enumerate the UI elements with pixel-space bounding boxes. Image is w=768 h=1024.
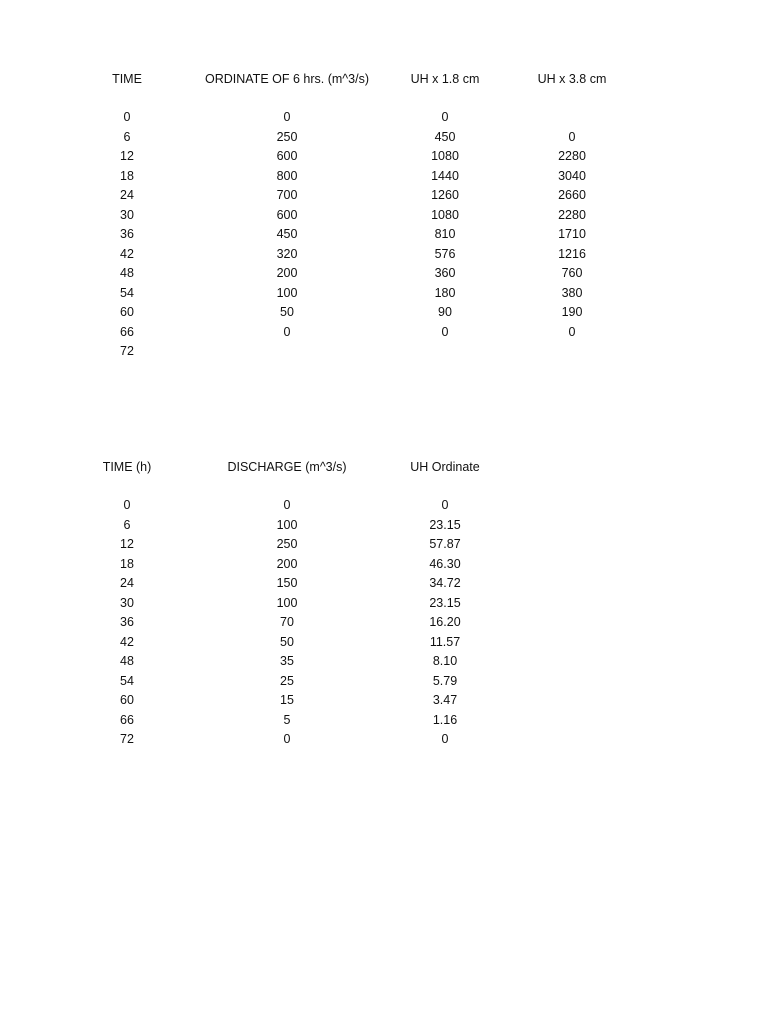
table-cell: 0	[283, 110, 291, 124]
table-cell: 810	[434, 227, 456, 241]
table-cell: 11.57	[429, 634, 461, 649]
table-row	[0, 303, 768, 323]
header-discharge: DISCHARGE (m^3/s)	[227, 460, 347, 474]
table-cell: 0	[568, 129, 576, 144]
table-row	[0, 206, 768, 226]
table-cell: 0	[441, 324, 449, 339]
table-row	[0, 186, 768, 206]
table-cell: 50	[280, 634, 294, 649]
table-cell: 1440	[431, 168, 459, 183]
header-uh-1-8: UH x 1.8 cm	[410, 72, 480, 86]
table-cell: 0	[123, 498, 131, 512]
table-cell: 0	[123, 110, 131, 124]
table-body	[0, 108, 768, 362]
table-cell: 1710	[558, 227, 586, 241]
table-cell: 2280	[558, 207, 586, 222]
table-cell: 12	[120, 149, 134, 163]
discharge-table	[0, 458, 768, 750]
table-cell: 0	[568, 324, 576, 339]
table-cell: 30	[120, 207, 134, 222]
header-time: TIME	[112, 72, 142, 86]
table-row	[0, 342, 768, 362]
table-cell: 360	[434, 266, 456, 280]
table-cell: 600	[276, 207, 298, 222]
table-cell: 34.72	[429, 576, 461, 590]
table-row	[0, 613, 768, 633]
table-cell: 35	[280, 654, 294, 668]
table-cell: 72	[120, 344, 134, 358]
table-cell: 2660	[558, 188, 586, 202]
table-cell: 46.30	[429, 556, 461, 571]
table-cell: 50	[280, 305, 294, 319]
table-row	[0, 535, 768, 555]
table-cell: 5	[283, 712, 291, 727]
table-cell: 23.15	[429, 595, 461, 610]
table-header-row	[0, 70, 768, 89]
table-cell: 0	[283, 498, 291, 512]
table-cell: 0	[283, 732, 291, 746]
table-cell: 23.15	[429, 517, 461, 532]
table-body	[0, 496, 768, 750]
table-cell: 200	[276, 556, 298, 571]
table-cell: 8.10	[432, 654, 458, 668]
table-cell: 1260	[431, 188, 459, 202]
table-cell: 54	[120, 673, 134, 688]
table-cell: 450	[434, 129, 456, 144]
table-row	[0, 496, 768, 516]
table-cell: 15	[280, 693, 294, 707]
table-cell: 760	[561, 266, 583, 280]
header-time-h: TIME (h)	[102, 460, 152, 474]
header-uh-3-8: UH x 3.8 cm	[537, 72, 607, 86]
table-cell: 190	[561, 305, 583, 319]
table-header-row	[0, 458, 768, 477]
table-cell: 24	[120, 576, 134, 590]
table-cell: 54	[120, 285, 134, 300]
table-cell: 30	[120, 595, 134, 610]
table-row	[0, 108, 768, 128]
table-row	[0, 323, 768, 343]
table-cell: 0	[441, 110, 449, 124]
table-cell: 24	[120, 188, 134, 202]
table-cell: 100	[276, 285, 298, 300]
table-cell: 200	[276, 266, 298, 280]
table-cell: 0	[441, 498, 449, 512]
table-cell: 36	[120, 615, 134, 629]
table-cell: 5.79	[432, 673, 458, 688]
table-cell: 250	[276, 537, 298, 551]
table-cell: 72	[120, 732, 134, 746]
table-cell: 800	[276, 168, 298, 183]
table-row	[0, 245, 768, 265]
table-cell: 450	[276, 227, 298, 241]
table-cell: 1080	[431, 149, 459, 163]
header-ordinate: ORDINATE OF 6 hrs. (m^3/s)	[205, 72, 369, 86]
table-cell: 1.16	[432, 712, 458, 727]
table-cell: 60	[120, 305, 134, 319]
table-cell: 18	[120, 556, 134, 571]
table-cell: 42	[120, 246, 134, 261]
table-cell: 36	[120, 227, 134, 241]
table-row	[0, 147, 768, 167]
table-row	[0, 652, 768, 672]
table-row	[0, 633, 768, 653]
table-cell: 48	[120, 266, 134, 280]
table-cell: 100	[276, 517, 298, 532]
table-row	[0, 555, 768, 575]
table-cell: 6	[123, 517, 131, 532]
table-cell: 150	[276, 576, 298, 590]
table-cell: 0	[441, 732, 449, 746]
table-row	[0, 574, 768, 594]
table-row	[0, 225, 768, 245]
table-cell: 12	[120, 537, 134, 551]
table-row	[0, 167, 768, 187]
table-cell: 6	[123, 129, 131, 144]
table-cell: 1216	[558, 246, 586, 261]
header-uh-ordinate: UH Ordinate	[410, 460, 480, 474]
table-cell: 100	[276, 595, 298, 610]
table-cell: 180	[434, 285, 456, 300]
table-row	[0, 672, 768, 692]
table-cell: 700	[276, 188, 298, 202]
table-cell: 3.47	[432, 693, 458, 707]
table-row	[0, 730, 768, 750]
table-cell: 57.87	[429, 537, 461, 551]
table-cell: 320	[276, 246, 298, 261]
unit-hydrograph-table	[0, 70, 768, 362]
table-row	[0, 691, 768, 711]
table-cell: 48	[120, 654, 134, 668]
table-cell: 90	[438, 305, 452, 319]
table-cell: 380	[561, 285, 583, 300]
table-cell: 2280	[558, 149, 586, 163]
table-cell: 66	[120, 712, 134, 727]
table-row	[0, 516, 768, 536]
table-row	[0, 594, 768, 614]
table-cell: 600	[276, 149, 298, 163]
table-row	[0, 264, 768, 284]
table-cell: 42	[120, 634, 134, 649]
table-cell: 576	[434, 246, 456, 261]
table-cell: 66	[120, 324, 134, 339]
table-cell: 18	[120, 168, 134, 183]
table-cell: 3040	[558, 168, 586, 183]
table-row	[0, 711, 768, 731]
table-cell: 60	[120, 693, 134, 707]
table-cell: 0	[283, 324, 291, 339]
table-row	[0, 128, 768, 148]
table-cell: 1080	[431, 207, 459, 222]
table-row	[0, 284, 768, 304]
table-cell: 25	[280, 673, 294, 688]
table-cell: 16.20	[429, 615, 461, 629]
table-cell: 250	[276, 129, 298, 144]
table-cell: 70	[280, 615, 294, 629]
